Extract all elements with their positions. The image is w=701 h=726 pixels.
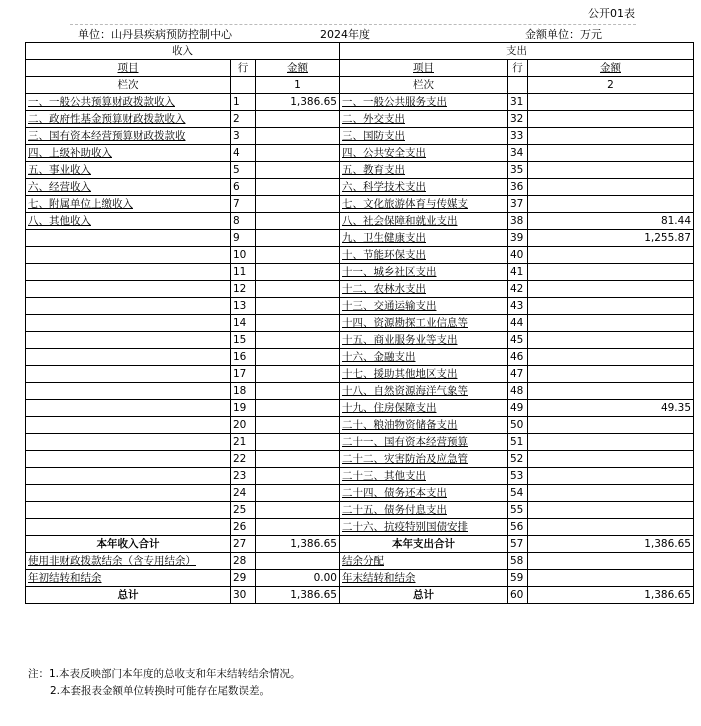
expense-line: 34 xyxy=(508,145,528,162)
end-balance-amount xyxy=(528,570,694,587)
expense-item: 二十一、国有资本经营预算 xyxy=(340,434,508,451)
expense-line: 55 xyxy=(508,502,528,519)
expense-amount-header: 金额 xyxy=(528,60,694,77)
table-row xyxy=(26,417,694,434)
expense-amount xyxy=(528,417,694,434)
nonfiscal-label: 使用非财政拨款结余（含专用结余） xyxy=(26,553,231,570)
begin-balance-amount: 0.00 xyxy=(256,570,340,587)
expense-col-index-label: 栏次 xyxy=(340,77,508,94)
income-item: 五、事业收入 xyxy=(26,162,231,179)
expense-item: 一、一般公共服务支出 xyxy=(340,94,508,111)
expense-line: 41 xyxy=(508,264,528,281)
income-amount xyxy=(256,230,340,247)
income-item: 一、一般公共预算财政拨款收入 xyxy=(26,94,231,111)
income-line: 1 xyxy=(231,94,256,111)
income-item: 六、经营收入 xyxy=(26,179,231,196)
income-amount xyxy=(256,281,340,298)
income-line: 3 xyxy=(231,128,256,145)
table-row xyxy=(26,400,694,417)
table-row xyxy=(26,451,694,468)
income-line: 22 xyxy=(231,451,256,468)
grand-income-line: 30 xyxy=(231,587,256,604)
surplus-label: 结余分配 xyxy=(340,553,508,570)
income-line: 26 xyxy=(231,519,256,536)
expense-amount xyxy=(528,145,694,162)
expense-line: 47 xyxy=(508,366,528,383)
income-amount xyxy=(256,417,340,434)
expense-item: 二十、粮油物资储备支出 xyxy=(340,417,508,434)
income-line: 14 xyxy=(231,315,256,332)
expense-line-header: 行 xyxy=(508,60,528,77)
section-header-row xyxy=(26,43,694,60)
income-amount xyxy=(256,213,340,230)
expense-line: 50 xyxy=(508,417,528,434)
income-item xyxy=(26,485,231,502)
table-row xyxy=(26,247,694,264)
expense-amount xyxy=(528,264,694,281)
income-total-label: 本年收入合计 xyxy=(26,536,231,553)
income-amount xyxy=(256,502,340,519)
begin-balance-line: 29 xyxy=(231,570,256,587)
unit-label: 单位：山丹县疾病预防控制中心 xyxy=(78,28,232,41)
income-amount xyxy=(256,264,340,281)
expense-amount xyxy=(528,383,694,400)
expense-amount xyxy=(528,519,694,536)
income-total-row xyxy=(26,536,694,553)
income-amount xyxy=(256,162,340,179)
income-item xyxy=(26,298,231,315)
table-row xyxy=(26,315,694,332)
income-line: 7 xyxy=(231,196,256,213)
expense-line: 45 xyxy=(508,332,528,349)
expense-section-header: 支出 xyxy=(340,43,694,60)
nonfiscal-line: 28 xyxy=(231,553,256,570)
table-row xyxy=(26,349,694,366)
income-amount-header: 金额 xyxy=(256,60,340,77)
expense-item: 九、卫生健康支出 xyxy=(340,230,508,247)
table-row xyxy=(26,196,694,213)
income-line: 13 xyxy=(231,298,256,315)
income-amount: 1,386.65 xyxy=(256,94,340,111)
table-row xyxy=(26,179,694,196)
expense-amount: 1,255.87 xyxy=(528,230,694,247)
income-item xyxy=(26,502,231,519)
footnotes xyxy=(28,666,301,700)
expense-line: 52 xyxy=(508,451,528,468)
income-total-line: 27 xyxy=(231,536,256,553)
expense-line: 51 xyxy=(508,434,528,451)
expense-amount: 49.35 xyxy=(528,400,694,417)
expense-line: 38 xyxy=(508,213,528,230)
income-item xyxy=(26,451,231,468)
income-line: 19 xyxy=(231,400,256,417)
amount-unit-label: 金额单位：万元 xyxy=(525,28,602,41)
table-row xyxy=(26,332,694,349)
expense-line: 42 xyxy=(508,281,528,298)
expense-amount xyxy=(528,247,694,264)
expense-amount xyxy=(528,332,694,349)
income-amount xyxy=(256,298,340,315)
column-header-row xyxy=(26,60,694,77)
income-section-header: 收入 xyxy=(26,43,340,60)
expense-line: 43 xyxy=(508,298,528,315)
income-amount xyxy=(256,111,340,128)
table-row xyxy=(26,145,694,162)
expense-item: 十四、资源勘探工业信息等 xyxy=(340,315,508,332)
expense-line: 32 xyxy=(508,111,528,128)
expense-item: 十一、城乡社区支出 xyxy=(340,264,508,281)
income-item xyxy=(26,400,231,417)
expense-item: 十七、援助其他地区支出 xyxy=(340,366,508,383)
income-line: 21 xyxy=(231,434,256,451)
income-amount xyxy=(256,451,340,468)
table-row xyxy=(26,519,694,536)
income-item: 三、国有资本经营预算财政拨款收 xyxy=(26,128,231,145)
report-header xyxy=(70,24,636,41)
income-total-amount: 1,386.65 xyxy=(256,536,340,553)
expense-amount xyxy=(528,128,694,145)
income-amount xyxy=(256,196,340,213)
expense-line: 53 xyxy=(508,468,528,485)
grand-expense-amount: 1,386.65 xyxy=(528,587,694,604)
expense-line: 31 xyxy=(508,94,528,111)
expense-item: 二、外交支出 xyxy=(340,111,508,128)
income-item xyxy=(26,468,231,485)
income-item xyxy=(26,264,231,281)
income-item xyxy=(26,247,231,264)
income-line: 20 xyxy=(231,417,256,434)
carryover-row xyxy=(26,570,694,587)
expense-amount xyxy=(528,485,694,502)
expense-line: 33 xyxy=(508,128,528,145)
table-row xyxy=(26,281,694,298)
expense-total-line: 57 xyxy=(508,536,528,553)
income-line: 18 xyxy=(231,383,256,400)
income-amount xyxy=(256,315,340,332)
income-amount xyxy=(256,366,340,383)
income-item xyxy=(26,519,231,536)
income-amount xyxy=(256,485,340,502)
income-amount xyxy=(256,400,340,417)
income-col-index: 1 xyxy=(256,77,340,94)
expense-line: 56 xyxy=(508,519,528,536)
expense-amount xyxy=(528,281,694,298)
income-line: 6 xyxy=(231,179,256,196)
footnote-2: 2.本套报表金额单位转换时可能存在尾数误差。 xyxy=(50,685,271,697)
expense-item: 十六、金融支出 xyxy=(340,349,508,366)
expense-amount xyxy=(528,451,694,468)
income-amount xyxy=(256,179,340,196)
income-item xyxy=(26,281,231,298)
expense-item: 六、科学技术支出 xyxy=(340,179,508,196)
column-index-row xyxy=(26,77,694,94)
income-line: 5 xyxy=(231,162,256,179)
expense-amount xyxy=(528,179,694,196)
surplus-line: 58 xyxy=(508,553,528,570)
expense-amount xyxy=(528,366,694,383)
grand-income-label: 总计 xyxy=(26,587,231,604)
expense-amount xyxy=(528,502,694,519)
expense-line: 40 xyxy=(508,247,528,264)
income-amount xyxy=(256,145,340,162)
income-line: 11 xyxy=(231,264,256,281)
income-item xyxy=(26,366,231,383)
report-code: 公开01表 xyxy=(588,7,635,20)
grand-expense-line: 60 xyxy=(508,587,528,604)
table-row xyxy=(26,366,694,383)
grand-total-row xyxy=(26,587,694,604)
income-amount xyxy=(256,128,340,145)
table-row xyxy=(26,383,694,400)
income-item xyxy=(26,383,231,400)
income-line: 23 xyxy=(231,468,256,485)
income-col-index-label: 栏次 xyxy=(26,77,231,94)
expense-line: 44 xyxy=(508,315,528,332)
income-item xyxy=(26,332,231,349)
income-line: 25 xyxy=(231,502,256,519)
income-line: 17 xyxy=(231,366,256,383)
grand-expense-label: 总计 xyxy=(340,587,508,604)
income-amount xyxy=(256,383,340,400)
income-line: 15 xyxy=(231,332,256,349)
expense-item: 十八、自然资源海洋气象等 xyxy=(340,383,508,400)
expense-item: 五、教育支出 xyxy=(340,162,508,179)
expense-line: 54 xyxy=(508,485,528,502)
expense-item: 十九、住房保障支出 xyxy=(340,400,508,417)
expense-line: 35 xyxy=(508,162,528,179)
table-row xyxy=(26,434,694,451)
income-amount xyxy=(256,434,340,451)
expense-line: 36 xyxy=(508,179,528,196)
end-balance-line: 59 xyxy=(508,570,528,587)
expense-amount xyxy=(528,315,694,332)
expense-amount xyxy=(528,196,694,213)
income-item xyxy=(26,349,231,366)
income-item xyxy=(26,417,231,434)
table-row xyxy=(26,502,694,519)
income-item xyxy=(26,230,231,247)
expense-amount: 81.44 xyxy=(528,213,694,230)
table-row xyxy=(26,162,694,179)
expense-item: 十三、交通运输支出 xyxy=(340,298,508,315)
table-row xyxy=(26,298,694,315)
footnote-1: 注：1.本表反映部门本年度的总收支和年末结转结余情况。 xyxy=(28,668,301,680)
expense-line: 37 xyxy=(508,196,528,213)
expense-total-label: 本年支出合计 xyxy=(340,536,508,553)
expense-amount xyxy=(528,162,694,179)
expense-amount xyxy=(528,349,694,366)
income-amount xyxy=(256,247,340,264)
expense-item: 十、节能环保支出 xyxy=(340,247,508,264)
expense-item: 三、国防支出 xyxy=(340,128,508,145)
expense-amount xyxy=(528,111,694,128)
income-line: 8 xyxy=(231,213,256,230)
expense-amount xyxy=(528,434,694,451)
income-item-header: 项目 xyxy=(26,60,231,77)
income-amount xyxy=(256,332,340,349)
grand-income-amount: 1,386.65 xyxy=(256,587,340,604)
income-line: 10 xyxy=(231,247,256,264)
expense-amount xyxy=(528,298,694,315)
table-row xyxy=(26,468,694,485)
income-item: 七、附属单位上缴收入 xyxy=(26,196,231,213)
table-row xyxy=(26,128,694,145)
table-row xyxy=(26,230,694,247)
nonfiscal-row xyxy=(26,553,694,570)
income-line: 4 xyxy=(231,145,256,162)
expense-amount xyxy=(528,94,694,111)
income-item xyxy=(26,315,231,332)
income-line: 16 xyxy=(231,349,256,366)
expense-line: 48 xyxy=(508,383,528,400)
expense-item: 八、社会保障和就业支出 xyxy=(340,213,508,230)
income-item xyxy=(26,434,231,451)
income-amount xyxy=(256,519,340,536)
expense-item: 十二、农林水支出 xyxy=(340,281,508,298)
table-row xyxy=(26,264,694,281)
income-line: 9 xyxy=(231,230,256,247)
surplus-amount xyxy=(528,553,694,570)
expense-item: 二十六、抗疫特别国债安排 xyxy=(340,519,508,536)
income-amount xyxy=(256,349,340,366)
expense-line: 46 xyxy=(508,349,528,366)
income-line: 2 xyxy=(231,111,256,128)
expense-item: 二十三、其他支出 xyxy=(340,468,508,485)
expense-item-header: 项目 xyxy=(340,60,508,77)
income-item: 四、上级补助收入 xyxy=(26,145,231,162)
begin-balance-label: 年初结转和结余 xyxy=(26,570,231,587)
income-line-header: 行 xyxy=(231,60,256,77)
income-item: 八、其他收入 xyxy=(26,213,231,230)
expense-item: 二十五、债务付息支出 xyxy=(340,502,508,519)
income-item: 二、政府性基金预算财政拨款收入 xyxy=(26,111,231,128)
income-line: 12 xyxy=(231,281,256,298)
expense-item: 二十四、债务还本支出 xyxy=(340,485,508,502)
nonfiscal-amount xyxy=(256,553,340,570)
table-row xyxy=(26,111,694,128)
expense-item: 二十二、灾害防治及应急管 xyxy=(340,451,508,468)
expense-amount xyxy=(528,468,694,485)
income-line: 24 xyxy=(231,485,256,502)
expense-total-amount: 1,386.65 xyxy=(528,536,694,553)
expense-item: 四、公共安全支出 xyxy=(340,145,508,162)
income-expense-table xyxy=(25,42,694,604)
table-row xyxy=(26,94,694,111)
expense-line: 39 xyxy=(508,230,528,247)
expense-line: 49 xyxy=(508,400,528,417)
year-label: 2024年度 xyxy=(320,28,370,41)
income-amount xyxy=(256,468,340,485)
expense-col-index: 2 xyxy=(528,77,694,94)
table-row xyxy=(26,485,694,502)
expense-item: 七、文化旅游体育与传媒支 xyxy=(340,196,508,213)
end-balance-label: 年末结转和结余 xyxy=(340,570,508,587)
table-row xyxy=(26,213,694,230)
expense-item: 十五、商业服务业等支出 xyxy=(340,332,508,349)
